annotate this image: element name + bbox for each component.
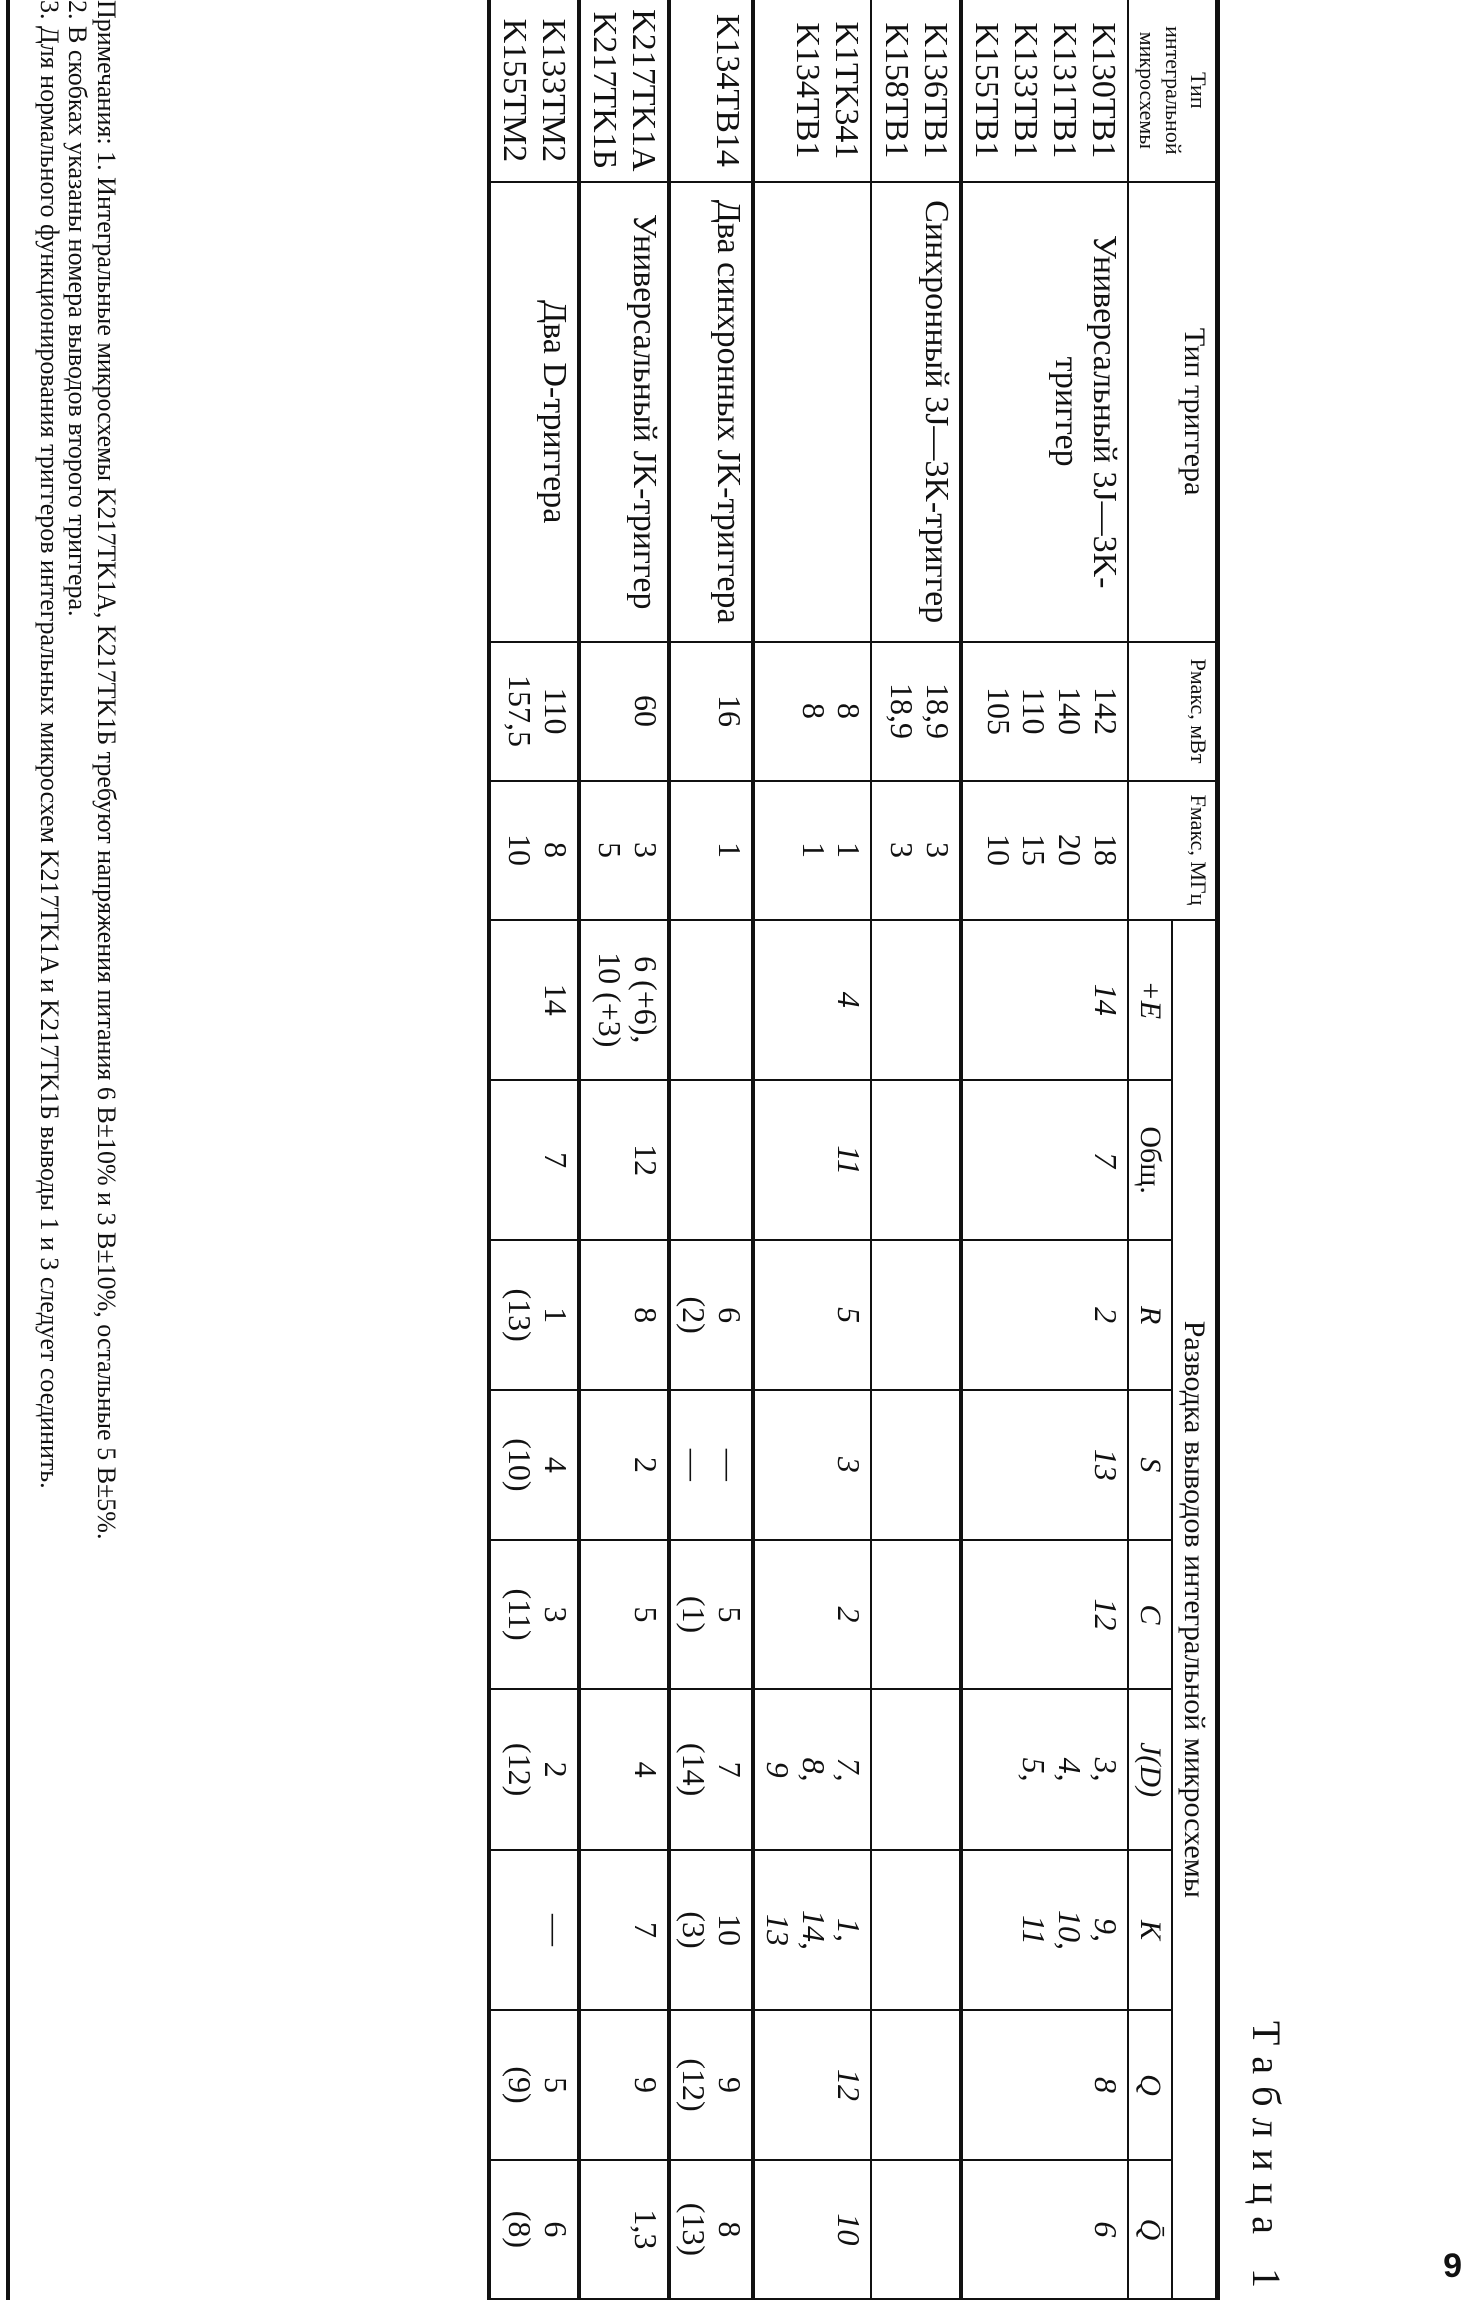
cell-frequency: 3 5 — [579, 781, 669, 920]
cell-pin-r: 8 — [579, 1240, 669, 1390]
header-trigger-type: Тип триггера — [1128, 182, 1218, 642]
cell-pin-c: 3 (11) — [489, 1540, 579, 1690]
cell-pin-e: 14 — [961, 920, 1128, 1080]
header-pin-common: Общ. — [1128, 1080, 1172, 1240]
header-pin-k: K — [1128, 1850, 1172, 2010]
cell-pin-common: 7 — [961, 1080, 1128, 1240]
cell-pin-c: 12 — [961, 1540, 1128, 1690]
cell-ic-type: K217TK1A K217TK1Б — [579, 0, 669, 182]
cell-frequency: 1 1 — [753, 781, 871, 920]
cell-pin-e — [669, 920, 753, 1080]
notes — [34, 0, 120, 2300]
cell-pin-k: 10 (3) — [669, 1850, 753, 2010]
cell-pin-nq — [871, 2160, 960, 2299]
cell-pin-jd: 3, 4, 5, — [961, 1689, 1128, 1849]
cell-pin-common: 11 — [753, 1080, 871, 1240]
page-number: 9 — [1443, 2247, 1462, 2285]
header-pin-q: Q — [1128, 2010, 1172, 2160]
cell-frequency: 18 20 15 10 — [961, 781, 1128, 920]
cell-pin-q: 9 (12) — [669, 2010, 753, 2160]
cell-pin-s: 3 — [753, 1390, 871, 1540]
cell-pin-nq: 6 — [961, 2160, 1128, 2299]
cell-trigger-type: Универсальный 3J—3K-триггер — [961, 182, 1128, 642]
cell-pin-r: 6 (2) — [669, 1240, 753, 1390]
cell-pin-q: 9 — [579, 2010, 669, 2160]
cell-pin-common — [669, 1080, 753, 1240]
cell-pin-k: 1, 14, 13 — [753, 1850, 871, 2010]
bottom-rule — [6, 0, 10, 2300]
cell-pin-common — [871, 1080, 960, 1240]
cell-trigger-type: Два синхронных JK-триггера — [669, 182, 753, 642]
cell-pin-s: 13 — [961, 1390, 1128, 1540]
table-row — [961, 0, 1128, 2299]
cell-pin-common: 7 — [489, 1080, 579, 1240]
cell-pin-nq: 6 (8) — [489, 2160, 579, 2299]
cell-pin-e: 4 — [753, 920, 871, 1080]
cell-pin-q: 8 — [961, 2010, 1128, 2160]
cell-pin-q — [871, 2010, 960, 2160]
cell-pin-jd — [871, 1689, 960, 1849]
table-row — [669, 0, 753, 2299]
table-row — [871, 0, 960, 2299]
cell-pin-nq: 8 (13) — [669, 2160, 753, 2299]
header-power: Pмакс, мВт — [1128, 642, 1218, 781]
cell-ic-type: K133TM2 K155TM2 — [489, 0, 579, 182]
cell-power: 110 157,5 — [489, 642, 579, 781]
cell-pin-q: 5 (9) — [489, 2010, 579, 2160]
cell-pin-k — [871, 1850, 960, 2010]
cell-frequency: 8 10 — [489, 781, 579, 920]
cell-pin-k: 9, 10, 11 — [961, 1850, 1128, 2010]
cell-pin-c — [871, 1540, 960, 1690]
cell-pin-common: 12 — [579, 1080, 669, 1240]
note-2: 2. В скобках указаны номера выводов второго триггера. — [63, 0, 93, 617]
cell-pin-jd: 2 (12) — [489, 1689, 579, 1849]
cell-power: 60 — [579, 642, 669, 781]
cell-pin-r — [871, 1240, 960, 1390]
header-pin-s: S — [1128, 1390, 1172, 1540]
cell-frequency: 1 — [669, 781, 753, 920]
cell-ic-type: K134TB14 — [669, 0, 753, 182]
table-body — [489, 0, 1128, 2299]
cell-pin-jd: 7 (14) — [669, 1689, 753, 1849]
cell-ic-type: K130TB1 K131TB1 K133TB1 K155TB1 — [961, 0, 1128, 182]
cell-ic-type: K136TB1 K158TB1 — [871, 0, 960, 182]
header-pin-e: +E — [1128, 920, 1172, 1080]
cell-pin-e: 14 — [489, 920, 579, 1080]
header-pin-nq: Q̄ — [1128, 2160, 1172, 2299]
cell-pin-jd: 4 — [579, 1689, 669, 1849]
cell-pin-s — [871, 1390, 960, 1540]
header-pin-jd: J(D) — [1128, 1689, 1172, 1849]
cell-pin-r: 2 — [961, 1240, 1128, 1390]
cell-trigger-type: Два D-триггера — [489, 182, 579, 642]
cell-power: 16 — [669, 642, 753, 781]
table-row — [579, 0, 669, 2299]
cell-pin-jd: 7, 8, 9 — [753, 1689, 871, 1849]
note-1: Примечания: 1. Интегральные микросхемы K217TK1A, K217TK1Б требуют напряжения питания 6 В±10% и 3 В±10%, остальные 5 В±5%. — [92, 0, 121, 1540]
cell-trigger-type — [753, 182, 871, 642]
cell-power: 18,9 18,9 — [871, 642, 960, 781]
cell-pin-s: — — — [669, 1390, 753, 1540]
cell-ic-type: K1TK341 K134TB1 — [753, 0, 871, 182]
header-pin-c: C — [1128, 1540, 1172, 1690]
header-frequency: Fмакс, МГц — [1128, 781, 1218, 920]
header-row-1 — [1172, 0, 1218, 2299]
cell-power: 8 8 — [753, 642, 871, 781]
cell-pin-nq: 1,3 — [579, 2160, 669, 2299]
header-ic-type: Тип интегральной микросхемы — [1128, 0, 1218, 182]
table-row — [489, 0, 579, 2299]
cell-pin-r: 5 — [753, 1240, 871, 1390]
cell-pin-k: — — [489, 1850, 579, 2010]
cell-pin-s: 4 (10) — [489, 1390, 579, 1540]
cell-pin-s: 2 — [579, 1390, 669, 1540]
cell-pin-c: 5 — [579, 1540, 669, 1690]
cell-pin-nq: 10 — [753, 2160, 871, 2299]
cell-pin-e: 6 (+6), 10 (+3) — [579, 920, 669, 1080]
cell-pin-q: 12 — [753, 2010, 871, 2160]
cell-pin-e — [871, 920, 960, 1080]
cell-frequency: 3 3 — [871, 781, 960, 920]
pinout-table — [487, 0, 1220, 2300]
header-pinout-group: Разводка выводов интегральной микросхемы — [1172, 920, 1218, 2299]
note-3: 3. Для нормального функционирования триггеров интегральных микросхем K217TK1A и K217TK1Б выводы 1 и 3 следует соединить. — [34, 0, 64, 1489]
table-caption: Таблица 1 — [1244, 2020, 1289, 2300]
cell-pin-r: 1 (13) — [489, 1240, 579, 1390]
table-row — [753, 0, 871, 2299]
cell-trigger-type: Универсальный JK-триггер — [579, 182, 669, 642]
cell-power: 142 140 110 105 — [961, 642, 1128, 781]
cell-pin-c: 5 (1) — [669, 1540, 753, 1690]
cell-pin-c: 2 — [753, 1540, 871, 1690]
cell-pin-k: 7 — [579, 1850, 669, 2010]
header-pin-r: R — [1128, 1240, 1172, 1390]
cell-trigger-type: Синхронный 3J—3K-триггер — [871, 182, 960, 642]
